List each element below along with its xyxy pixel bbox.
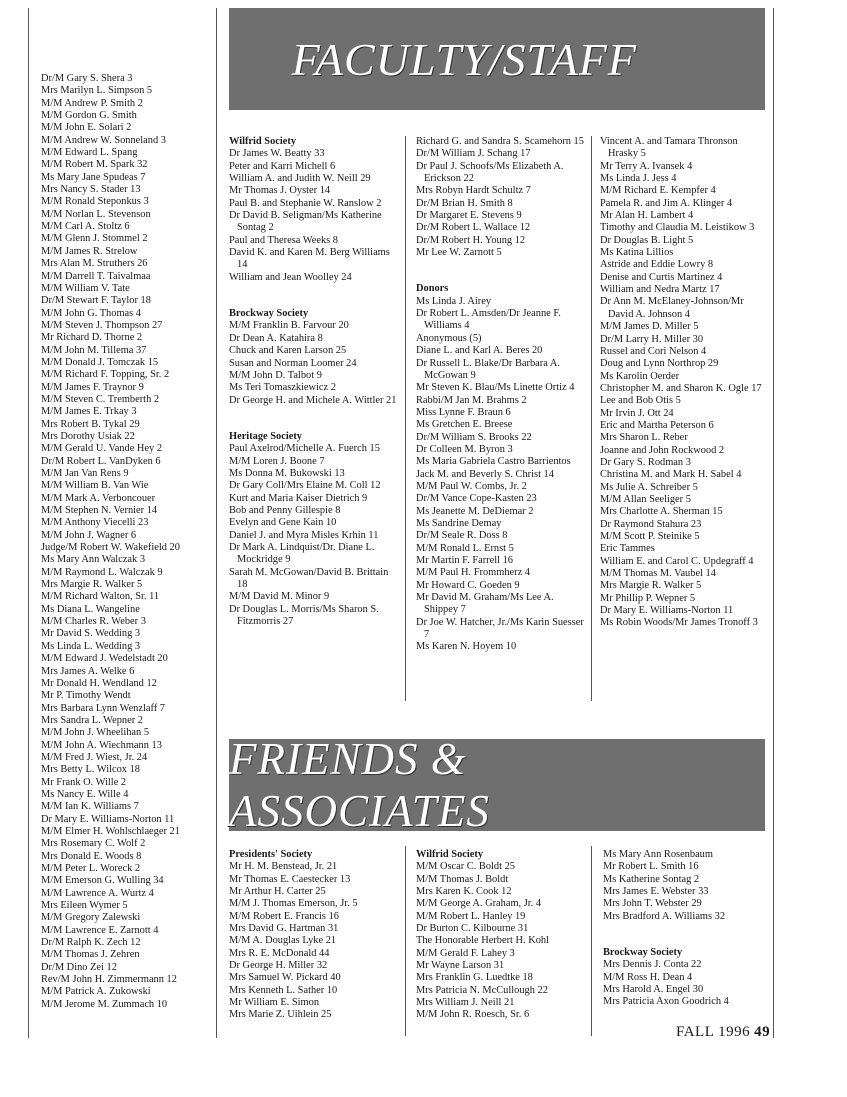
donor-entry: Mr David M. Graham/Ms Lee A. Shippey 7 xyxy=(416,592,554,616)
donor-entry: M/M John J. Wagner 6 xyxy=(41,529,137,541)
donor-entry: Mrs James A. Welke 6 xyxy=(41,665,135,677)
donor-entry: Pamela R. and Jim A. Klinger 4 xyxy=(600,197,733,209)
donor-entry: Dr/M William J. Schang 17 xyxy=(416,148,531,160)
donor-entry: M/M Oscar C. Boldt 25 xyxy=(416,861,516,873)
donor-entry: Mrs Robert B. Tykal 29 xyxy=(41,418,140,430)
donor-entry: M/M Raymond L. Walczak 9 xyxy=(41,566,163,578)
donor-entry: Mrs Bradford A. Williams 32 xyxy=(603,910,726,922)
faculty-column-1 xyxy=(229,136,401,628)
donor-entry: Mrs Dorothy Usiak 22 xyxy=(41,430,135,442)
donor-entry: William and Jean Woolley 24 xyxy=(229,271,352,283)
donor-entry: Astride and Eddie Lowry 8 xyxy=(600,259,714,271)
donor-entry: Mr Irvin J. Ott 24 xyxy=(600,407,674,419)
donor-entry: M/M Lawrence A. Wurtz 4 xyxy=(41,887,154,899)
donor-entry: Mrs Rosemary C. Wolf 2 xyxy=(41,838,146,850)
donor-entry: M/M Robert L. Hanley 19 xyxy=(416,910,526,922)
donor-entry: Mrs Sandra L. Wepner 2 xyxy=(41,714,143,726)
donor-entry: M/M Ian K. Williams 7 xyxy=(41,801,139,813)
donor-entry: Dr George H. and Michele A. Wittler 21 xyxy=(229,394,397,406)
donor-entry: M/M Lawrence E. Zarnott 4 xyxy=(41,924,159,936)
donor-entry: M/M Robert E. Francis 16 xyxy=(229,910,339,922)
page-footer xyxy=(676,1024,770,1041)
donor-entry: M/M Mark A. Verboncouer xyxy=(41,492,156,504)
donor-entry: Mrs John T. Webster 29 xyxy=(603,898,702,910)
donor-entry: Ms Linda J. Airey xyxy=(416,295,492,307)
donor-entry: Daniel J. and Myra Misles Krhin 11 xyxy=(229,529,379,541)
donor-entry: M/M Steven C. Tremberth 2 xyxy=(41,393,160,405)
donor-entry: M/M Gerald F. Lahey 3 xyxy=(416,947,515,959)
column-rule xyxy=(405,846,406,1036)
donor-entry: Dr Russell L. Blake/Dr Barbara A. McGowan 9 xyxy=(416,357,560,381)
donor-entry: Mrs Barbara Lynn Wenzlaff 7 xyxy=(41,702,166,714)
donor-entry: Mr Frank O. Wille 2 xyxy=(41,776,127,788)
column-rule xyxy=(405,136,406,701)
donor-entry: Ms Karen N. Hoyem 10 xyxy=(416,641,517,653)
donor-entry: Paul and Theresa Weeks 8 xyxy=(229,234,339,246)
donor-entry: Mr David S. Wedding 3 xyxy=(41,628,141,640)
donor-entry: M/M Peter L. Woreck 2 xyxy=(41,863,141,874)
donor-entry: Mr H. M. Benstead, Jr. 21 xyxy=(229,861,338,873)
donor-entry: Mrs William J. Neill 21 xyxy=(416,997,515,1009)
donor-entry: M/M Robert M. Spark 32 xyxy=(41,159,148,171)
donor-entry: M/M Thomas M. Vaubel 14 xyxy=(600,568,716,580)
donor-entry: M/M Gregory Zalewski xyxy=(41,912,141,924)
donor-entry: Mr Lee W. Zarnott 5 xyxy=(416,247,502,259)
section-heading: Heritage Society xyxy=(229,430,302,442)
donor-entry: Lee and Bob Otis 5 xyxy=(600,395,681,407)
donor-entry: Eric Tammes xyxy=(600,543,655,555)
donor-entry: Dr Ann M. McElaney-Johnson/Mr David A. Johnson 4 xyxy=(600,296,744,320)
donor-entry: Judge/M Robert W. Wakefield 20 xyxy=(41,542,180,554)
donor-entry: Mrs Marie Z. Uihlein 25 xyxy=(229,1009,332,1021)
donor-entry: Ms Mary Jane Spudeas 7 xyxy=(41,171,146,183)
donor-entry: Mrs Karen K. Cook 12 xyxy=(416,886,512,898)
donor-entry: Dr Mark A. Lindquist/Dr. Diane L. Mockridge 9 xyxy=(229,541,375,566)
donor-entry: Russel and Cori Nelson 4 xyxy=(600,345,707,357)
donor-entry: Mrs Margie R. Walker 5 xyxy=(600,580,702,592)
donor-entry: Bob and Penny Gillespie 8 xyxy=(229,504,341,516)
donor-entry: M/M Edward J. Wedelstadt 20 xyxy=(41,653,168,665)
donor-entry: Christopher M. and Sharon K. Ogle 17 xyxy=(600,382,762,394)
donor-entry: Peter and Karri Michell 6 xyxy=(229,160,336,172)
donor-entry: Mrs Margie R. Walker 5 xyxy=(41,579,143,591)
donor-entry: Dr/M William S. Brooks 22 xyxy=(416,431,532,443)
donor-entry: Ms Diana L. Wangeline xyxy=(41,603,140,615)
donor-entry: Rabbi/M Jan M. Brahms 2 xyxy=(416,394,527,406)
donor-entry: Mrs Dennis J. Conta 22 xyxy=(603,959,702,971)
donor-entry: Dr Gary Coll/Mrs Elaine M. Coll 12 xyxy=(229,480,381,492)
donor-entry: M/M John D. Talbot 9 xyxy=(229,369,322,381)
donor-entry: Dr Douglas B. Light 5 xyxy=(600,234,694,246)
donor-entry: M/M John G. Thomas 4 xyxy=(41,307,141,319)
donor-entry: M/M James R. Strelow xyxy=(41,245,138,257)
donor-entry: Vincent A. and Tamara Thronson Hrasky 5 xyxy=(600,136,738,160)
donor-entry: Mr Thomas J. Oyster 14 xyxy=(229,185,331,197)
donor-entry: M/M A. Douglas Lyke 21 xyxy=(229,935,337,947)
donor-entry: Ms Linda J. Jess 4 xyxy=(600,173,677,185)
donor-entry: Dr/M Larry H. Miller 30 xyxy=(600,333,704,345)
donor-entry: Dr/M Vance Cope-Kasten 23 xyxy=(416,493,537,505)
donor-entry: Diane L. and Karl A. Beres 20 xyxy=(416,345,543,357)
donor-entry: Miss Lynne F. Braun 6 xyxy=(416,406,511,418)
friends-column-2 xyxy=(416,849,588,1022)
donor-entry: Dr/M Stewart F. Taylor 18 xyxy=(41,295,151,307)
donor-entry: Dr/M Robert L. VanDyken 6 xyxy=(41,455,161,467)
donor-entry: M/M James D. Miller 5 xyxy=(600,321,699,333)
donor-entry: Ms Mary Ann Walczak 3 xyxy=(41,554,146,566)
donor-entry: Mrs Alan M. Struthers 26 xyxy=(41,258,148,270)
column-rule xyxy=(216,8,217,1038)
donor-entry: Paul B. and Stephanie W. Ranslow 2 xyxy=(229,197,382,209)
donor-entry: Mrs James E. Webster 33 xyxy=(603,886,709,898)
donor-entry: Richard G. and Sandra S. Scamehorn 15 xyxy=(416,136,584,147)
section-heading: Brockway Society xyxy=(229,308,309,320)
donor-entry: Dr/M Robert L. Wallace 12 xyxy=(416,222,531,234)
donor-entry: M/M Charles R. Weber 3 xyxy=(41,616,146,628)
footer-season: FALL 1996 xyxy=(676,1024,751,1040)
donor-entry: M/M Carl A. Stoltz 6 xyxy=(41,221,130,233)
faculty-column-3 xyxy=(600,136,768,630)
donor-entry: M/M William V. Tate xyxy=(41,282,130,294)
donor-entry: M/M George A. Graham, Jr. 4 xyxy=(416,898,542,910)
donor-entry: Mrs Betty L. Wilcox 18 xyxy=(41,764,140,776)
faculty-staff-banner xyxy=(229,8,765,110)
donor-entry: Mrs Samuel W. Pickard 40 xyxy=(229,972,341,984)
donor-entry: Mr Terry A. Ivansek 4 xyxy=(600,160,693,172)
column-rule xyxy=(591,136,592,701)
column-rule xyxy=(28,8,29,1038)
donor-entry: Mr Steven K. Blau/Ms Linette Ortiz 4 xyxy=(416,382,575,394)
donor-entry: Mr Alan H. Lambert 4 xyxy=(600,210,694,222)
donor-entry: Mrs Sharon L. Reber xyxy=(600,432,688,444)
donor-entry: Ms Donna M. Bukowski 13 xyxy=(229,467,345,479)
donor-entry: Mrs David G. Hartman 31 xyxy=(229,923,339,935)
donor-entry: M/M Franklin B. Farvour 20 xyxy=(229,320,349,332)
donor-entry: Ms Gretchen E. Breese xyxy=(416,419,513,431)
donor-entry: Timothy and Claudia M. Leistikow 3 xyxy=(600,222,755,234)
donor-entry: Dr James W. Beatty 33 xyxy=(229,148,325,160)
donor-entry: M/M William B. Van Wie xyxy=(41,480,149,492)
donor-entry: M/M Glenn J. Stommel 2 xyxy=(41,233,148,245)
donor-entry: Mr P. Timothy Wendt xyxy=(41,690,131,702)
donor-entry: Mrs Donald E. Woods 8 xyxy=(41,850,142,862)
donor-entry: Mr Richard D. Thorne 2 xyxy=(41,332,143,344)
donor-entry: Denise and Curtis Martinez 4 xyxy=(600,271,723,283)
page-number: 49 xyxy=(754,1024,771,1040)
donor-entry: Ms Sandrine Demay xyxy=(416,517,502,529)
donor-entry: M/M Paul H. Frommherz 4 xyxy=(416,567,531,579)
donor-entry: M/M Edward L. Spang xyxy=(41,147,138,159)
section-heading: Presidents' Society xyxy=(229,849,313,860)
donor-entry: Dr Paul J. Schoofs/Ms Elizabeth A. Erickson 22 xyxy=(416,160,564,185)
donor-entry: Mr Phillip P. Wepner 5 xyxy=(600,592,696,604)
donor-entry: M/M Allan Seeliger 5 xyxy=(600,493,691,505)
donor-entry: Doug and Lynn Northrop 29 xyxy=(600,358,719,370)
friends-associates-title: FRIENDS & ASSOCIATES xyxy=(229,734,490,836)
donor-entry: Mr Donald H. Wendland 12 xyxy=(41,677,157,689)
donor-entry: Dr Mary E. Williams-Norton 11 xyxy=(41,813,175,825)
friends-associates-banner xyxy=(229,734,765,836)
donor-entry: M/M Andrew P. Smith 2 xyxy=(41,97,143,109)
donor-entry: M/M John E. Solari 2 xyxy=(41,122,132,134)
donor-entry: Mr William E. Simon xyxy=(229,997,320,1009)
donor-entry: Dr/M Robert H. Young 12 xyxy=(416,234,526,246)
donor-entry: M/M Stephen N. Vernier 14 xyxy=(41,505,158,517)
donor-entry: Dr Raymond Stahura 23 xyxy=(600,518,702,530)
donor-entry: David K. and Karen M. Berg Williams 14 xyxy=(229,247,390,271)
donor-entry: Mrs R. E. McDonald 44 xyxy=(229,947,330,959)
friends-column-3 xyxy=(603,849,769,1009)
donor-entry: Ms Teri Tomaszkiewicz 2 xyxy=(229,382,336,394)
donor-entry: Paul Axelrod/Michelle A. Fuerch 15 xyxy=(229,443,380,455)
donor-entry: Mrs Franklin G. Luedtke 18 xyxy=(416,972,533,984)
donor-entry: Dr/M Seale R. Doss 8 xyxy=(416,530,508,542)
donor-entry: M/M Darrell T. Taivalmaa xyxy=(41,270,151,282)
donor-entry: Dr/M Gary S. Shera 3 xyxy=(41,73,133,84)
donor-entry: Susan and Norman Loomer 24 xyxy=(229,357,357,369)
donor-entry: M/M Gerald U. Vande Hey 2 xyxy=(41,443,163,455)
donor-entry: Ms Nancy E. Wille 4 xyxy=(41,788,129,800)
donor-entry: M/M Donald J. Tomczak 15 xyxy=(41,356,159,368)
donor-entry: Mr Arthur H. Carter 25 xyxy=(229,886,326,898)
donor-entry: M/M Emerson G. Wulling 34 xyxy=(41,875,164,887)
donor-entry: Rev/M John H. Zimmermann 12 xyxy=(41,974,177,986)
donor-entry: Jack M. and Beverly S. Christ 14 xyxy=(416,468,554,480)
donor-entry: M/M Ronald Steponkus 3 xyxy=(41,196,149,208)
donor-entry: Dr Robert L. Amsden/Dr Jeanne F. Williams 4 xyxy=(416,308,561,332)
donor-entry: Ms Jeanette M. DeDiemar 2 xyxy=(416,505,534,517)
donor-entry: M/M Ross H. Dean 4 xyxy=(603,971,693,983)
donor-entry: Mrs Nancy S. Stader 13 xyxy=(41,184,141,196)
donor-entry: M/M David M. Minor 9 xyxy=(229,591,330,603)
donor-entry: William A. and Judith W. Neill 29 xyxy=(229,173,371,185)
donor-entry: Dr Mary E. Williams-Norton 11 xyxy=(600,605,734,617)
donor-entry: M/M Fred J. Wiest, Jr. 24 xyxy=(41,751,148,763)
donor-entry: Mr Robert L. Smith 16 xyxy=(603,861,699,873)
donor-entry: Ms Julie A. Schreiber 5 xyxy=(600,481,698,493)
donor-entry: M/M John A. Wiechmann 13 xyxy=(41,739,162,751)
donor-entry: Ms Katina Lillios xyxy=(600,247,674,259)
donor-entry: Mr Thomas E. Caestecker 13 xyxy=(229,873,351,885)
donor-entry: M/M Richard E. Kempfer 4 xyxy=(600,185,716,197)
donor-entry: Dr Douglas L. Morris/Ms Sharon S. Fitzmorris 27 xyxy=(229,603,379,628)
donor-entry: The Honorable Herbert H. Kohl xyxy=(416,935,550,947)
donor-entry: M/M Richard F. Topping, Sr. 2 xyxy=(41,369,170,381)
donor-entry: M/M Gordon G. Smith xyxy=(41,110,137,122)
donor-entry: William and Nedra Martz 17 xyxy=(600,284,720,296)
donor-entry: M/M Anthony Viecelli 23 xyxy=(41,517,149,529)
section-heading: Wilfrid Society xyxy=(229,136,297,147)
donor-entry: M/M Thomas J. Zehren xyxy=(41,949,140,961)
donor-entry: Ms Linda L. Wedding 3 xyxy=(41,640,141,652)
donor-entry: Eric and Martha Peterson 6 xyxy=(600,419,714,431)
donor-entry: Dr Margaret E. Stevens 9 xyxy=(416,210,522,222)
donor-entry: Kurt and Maria Kaiser Dietrich 9 xyxy=(229,492,368,504)
donor-entry: M/M Norlan L. Stevenson xyxy=(41,208,151,220)
donor-entry: Dr Joe W. Hatcher, Jr./Ms Karin Suesser 7 xyxy=(416,616,584,641)
donor-entry: Dr/M Brian H. Smith 8 xyxy=(416,197,513,209)
donor-entry: Chuck and Karen Larson 25 xyxy=(229,345,347,357)
donor-entry: Joanne and John Rockwood 2 xyxy=(600,444,725,456)
donor-entry: Mrs Patricia Axon Goodrich 4 xyxy=(603,996,729,1008)
donor-entry: Ms Mary Ann Rosenbaum xyxy=(603,849,713,860)
section-heading: Brockway Society xyxy=(603,947,683,959)
donor-entry: M/M John R. Roesch, Sr. 6 xyxy=(416,1009,530,1021)
donor-entry: William E. and Carol C. Updegraff 4 xyxy=(600,555,754,567)
faculty-column-2 xyxy=(416,136,588,654)
donor-entry: M/M J. Thomas Emerson, Jr. 5 xyxy=(229,898,358,910)
donor-entry: M/M Jan Van Rens 9 xyxy=(41,468,129,479)
donor-entry: Ms Robin Woods/Mr James Tronoff 3 xyxy=(600,617,758,629)
donor-entry: Dr George H. Miller 32 xyxy=(229,960,328,972)
donor-entry: M/M Paul W. Combs, Jr. 2 xyxy=(416,480,527,492)
donor-entry: Mrs Eileen Wymer 5 xyxy=(41,900,128,912)
donor-entry: M/M Richard Walton, Sr. 11 xyxy=(41,591,160,603)
donor-entry: Mrs Patricia N. McCullough 22 xyxy=(416,984,548,996)
donor-entry: M/M James E. Trkay 3 xyxy=(41,406,137,418)
column-rule xyxy=(773,8,774,1038)
donor-entry: Mr Wayne Larson 31 xyxy=(416,960,505,972)
donor-entry: M/M Scott P. Steinike 5 xyxy=(600,531,700,542)
donor-entry: Mrs Charlotte A. Sherman 15 xyxy=(600,506,723,518)
left-donor-column xyxy=(41,73,213,1011)
donor-entry: M/M Jerome M. Zummach 10 xyxy=(41,998,168,1010)
donor-entry: Mrs Kenneth L. Sather 10 xyxy=(229,984,338,996)
donor-entry: Ms Maria Gabriela Castro Barrientos xyxy=(416,456,571,468)
donor-entry: Sarah M. McGowan/David B. Brittain 18 xyxy=(229,566,389,590)
donor-entry: M/M Thomas J. Boldt xyxy=(416,873,509,885)
donor-entry: Anonymous (5) xyxy=(416,332,482,344)
donor-entry: M/M Elmer H. Wohlschlaeger 21 xyxy=(41,825,180,837)
donor-entry: M/M Ronald L. Ernst 5 xyxy=(416,542,514,554)
donor-entry: Dr David B. Seligman/Ms Katherine Sontag 2 xyxy=(229,210,382,234)
donor-entry: Mrs Marilyn L. Simpson 5 xyxy=(41,85,153,97)
section-heading: Donors xyxy=(416,283,449,295)
donor-entry: Dr Burton C. Kilbourne 31 xyxy=(416,923,529,935)
donor-entry: Dr/M Dino Zei 12 xyxy=(41,961,117,973)
donor-entry: M/M Andrew W. Sonneland 3 xyxy=(41,134,166,146)
section-heading: Wilfrid Society xyxy=(416,849,484,860)
donor-entry: Christina M. and Mark H. Sabel 4 xyxy=(600,469,742,481)
donor-entry: M/M James F. Traynor 9 xyxy=(41,381,144,393)
donor-entry: Dr Colleen M. Byron 3 xyxy=(416,443,513,455)
donor-entry: M/M John J. Wheelihan 5 xyxy=(41,727,150,739)
donor-entry: Dr/M Ralph K. Zech 12 xyxy=(41,937,141,949)
donor-entry: M/M Steven J. Thompson 27 xyxy=(41,319,163,331)
donor-entry: Evelyn and Gene Kain 10 xyxy=(229,517,337,529)
donor-entry: M/M Patrick A. Zukowski xyxy=(41,986,151,998)
donor-entry: M/M Loren J. Boone 7 xyxy=(229,455,325,467)
donor-entry: Mr Howard C. Goeden 9 xyxy=(416,579,520,591)
donor-entry: Mrs Harold A. Engel 30 xyxy=(603,984,704,996)
donor-entry: M/M John M. Tillema 37 xyxy=(41,344,147,356)
donor-entry: Dr Dean A. Katahira 8 xyxy=(229,332,323,344)
friends-column-1 xyxy=(229,849,401,1022)
donor-entry: Ms Katherine Sontag 2 xyxy=(603,873,700,885)
donor-entry: Mrs Robyn Hardt Schultz 7 xyxy=(416,185,531,197)
donor-entry: Dr Gary S. Rodman 3 xyxy=(600,456,691,468)
faculty-staff-title: FACULTY/STAFF xyxy=(291,33,637,85)
donor-entry: Mr Martin F. Farrell 16 xyxy=(416,555,514,566)
donor-entry: Ms Karolin Oerder xyxy=(600,370,680,382)
column-rule xyxy=(591,846,592,1036)
